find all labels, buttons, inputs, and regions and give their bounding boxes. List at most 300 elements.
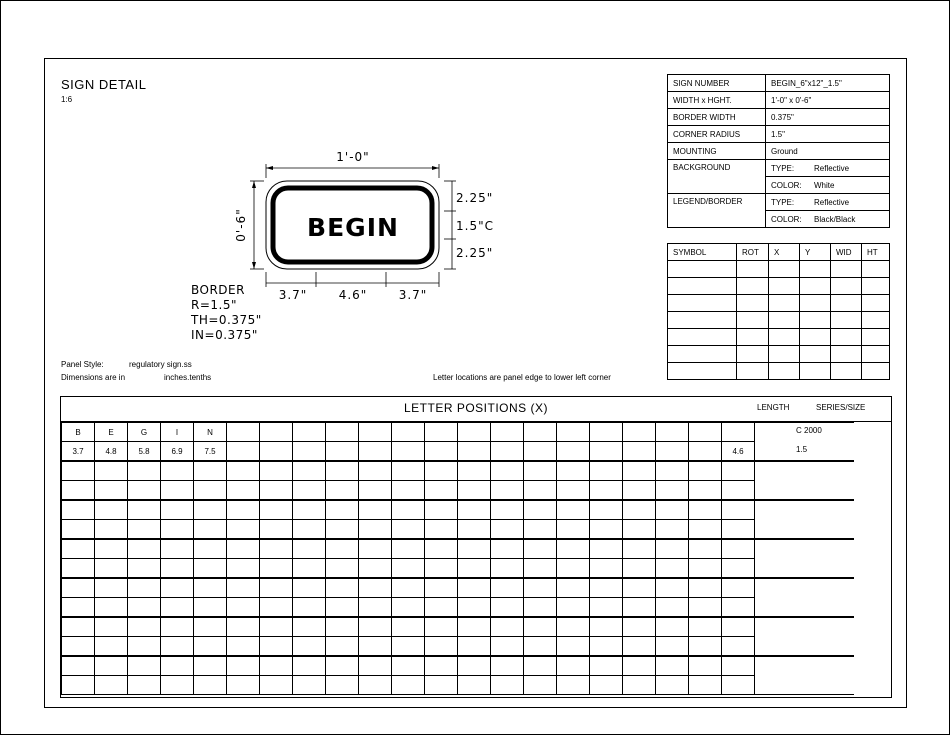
grid-cell (194, 676, 227, 695)
grid-cell (524, 481, 557, 501)
grid-cell (128, 481, 161, 501)
grid-cell (425, 637, 458, 657)
bottom-dim-right: 3.7" (398, 288, 428, 302)
legend-color-value: Black/Black (809, 211, 890, 228)
symbol-row (668, 346, 890, 363)
grid-cell (359, 656, 392, 676)
size-value: 1.5 (796, 445, 808, 454)
grid-cell (161, 539, 194, 559)
grid-cell (359, 617, 392, 637)
grid-cell (755, 676, 855, 695)
sign-info-table (667, 74, 890, 228)
grid-cell (524, 676, 557, 695)
grid-cell (458, 461, 491, 481)
grid-cell (524, 598, 557, 618)
background-color-value: White (809, 177, 890, 194)
grid-cell (392, 578, 425, 598)
grid-cell (194, 559, 227, 579)
grid-cell (227, 559, 260, 579)
grid-cell (590, 520, 623, 540)
right-dim-bottom: 2.25" (456, 246, 494, 260)
symbol-header: SYMBOL (668, 244, 737, 261)
grid-cell (392, 676, 425, 695)
border-width-label: BORDER WIDTH (668, 109, 766, 126)
border-note-radius: R=1.5" (191, 298, 237, 312)
grid-cell (590, 423, 623, 442)
grid-cell (557, 539, 590, 559)
grid-cell (293, 578, 326, 598)
grid-cell (491, 481, 524, 501)
grid-cell (227, 423, 260, 442)
grid-cell (755, 559, 855, 579)
grid-cell (590, 676, 623, 695)
grid-cell (227, 676, 260, 695)
grid-cell (161, 500, 194, 520)
grid-cell (491, 461, 524, 481)
grid-cell (194, 617, 227, 637)
grid-cell (326, 637, 359, 657)
grid-cell (689, 578, 722, 598)
grid-cell (194, 598, 227, 618)
grid-cell (95, 500, 128, 520)
grid-cell (755, 539, 855, 559)
grid-cell (458, 559, 491, 579)
blank-row (62, 520, 855, 540)
series-value: C 2000 (796, 426, 822, 435)
grid-cell (458, 520, 491, 540)
grid-cell (392, 500, 425, 520)
letter-cell: I (161, 423, 194, 442)
grid-cell (491, 520, 524, 540)
grid-cell (557, 559, 590, 579)
grid-cell (623, 559, 656, 579)
grid-cell (161, 578, 194, 598)
width-dim: 1'-0" (336, 150, 370, 164)
length-value-cell: 4.6 (722, 442, 755, 462)
grid-cell (95, 559, 128, 579)
grid-cell (326, 461, 359, 481)
blank-row (62, 461, 855, 481)
grid-cell (260, 442, 293, 462)
grid-cell (458, 423, 491, 442)
wid-header: WID (831, 244, 862, 261)
size-value: 1'-0" x 0'-6" (766, 92, 890, 109)
grid-cell (326, 598, 359, 618)
grid-cell (227, 578, 260, 598)
grid-cell (194, 461, 227, 481)
grid-cell (227, 539, 260, 559)
symbol-row (668, 363, 890, 380)
grid-cell (194, 578, 227, 598)
grid-cell (557, 481, 590, 501)
grid-cell (524, 637, 557, 657)
grid-cell (425, 617, 458, 637)
grid-cell (425, 539, 458, 559)
grid-cell (128, 656, 161, 676)
grid-cell (557, 617, 590, 637)
grid-cell (458, 656, 491, 676)
grid-cell (392, 539, 425, 559)
grid-cell (161, 520, 194, 540)
grid-cell (590, 442, 623, 462)
grid-cell (425, 520, 458, 540)
grid-cell (623, 637, 656, 657)
grid-cell (590, 559, 623, 579)
sign-drawing (230, 140, 494, 350)
grid-cell (755, 461, 855, 481)
grid-cell (722, 559, 755, 579)
grid-cell (95, 617, 128, 637)
grid-cell (722, 617, 755, 637)
position-cell: 4.8 (95, 442, 128, 462)
grid-cell (62, 500, 95, 520)
grid-cell (293, 423, 326, 442)
series-size-label: SERIES/SIZE (816, 403, 866, 412)
symbol-row (668, 329, 890, 346)
grid-cell (128, 598, 161, 618)
grid-cell (656, 656, 689, 676)
letter-cell: E (95, 423, 128, 442)
grid-cell (590, 617, 623, 637)
grid-cell (656, 559, 689, 579)
grid-cell (425, 559, 458, 579)
grid-cell (128, 637, 161, 657)
grid-cell (194, 637, 227, 657)
grid-cell (590, 539, 623, 559)
grid-cell (227, 520, 260, 540)
grid-cell (458, 676, 491, 695)
grid-cell (161, 676, 194, 695)
grid-cell (227, 461, 260, 481)
border-note-thickness: TH=0.375" (191, 313, 262, 327)
sign-number-label: SIGN NUMBER (668, 75, 766, 92)
grid-cell (326, 423, 359, 442)
grid-cell (557, 423, 590, 442)
grid-cell (656, 423, 689, 442)
grid-cell (689, 481, 722, 501)
grid-cell (293, 656, 326, 676)
grid-cell (359, 598, 392, 618)
grid-cell (62, 617, 95, 637)
border-note-inset: IN=0.375" (191, 328, 258, 342)
legend-type-label: TYPE: (766, 194, 810, 211)
grid-cell (656, 461, 689, 481)
grid-cell (656, 598, 689, 618)
grid-cell (293, 637, 326, 657)
letter-cell: G (128, 423, 161, 442)
grid-cell (491, 539, 524, 559)
grid-cell (524, 442, 557, 462)
grid-cell (62, 559, 95, 579)
grid-cell (392, 637, 425, 657)
sign-number-value: BEGIN_6"x12"_1.5" (766, 75, 890, 92)
grid-cell (359, 500, 392, 520)
grid-cell (326, 481, 359, 501)
grid-cell (689, 656, 722, 676)
right-dim-middle: 1.5"C (456, 219, 494, 233)
grid-cell (260, 598, 293, 618)
grid-cell (689, 442, 722, 462)
symbol-row (668, 278, 890, 295)
grid-cell (95, 539, 128, 559)
grid-cell (359, 578, 392, 598)
position-row (62, 442, 855, 462)
letter-location-note: Letter locations are panel edge to lower left corner (433, 373, 611, 382)
grid-cell (359, 559, 392, 579)
grid-cell (722, 461, 755, 481)
grid-cell (722, 423, 755, 442)
grid-cell (425, 578, 458, 598)
grid-cell (458, 481, 491, 501)
grid-cell (359, 637, 392, 657)
grid-cell (326, 656, 359, 676)
grid-cell (755, 637, 855, 657)
grid-cell (128, 461, 161, 481)
grid-cell (227, 617, 260, 637)
grid-cell (623, 656, 656, 676)
grid-cell (458, 500, 491, 520)
right-dim-top: 2.25" (456, 191, 494, 205)
sign-legend: BEGIN (307, 213, 399, 242)
position-cell: 5.8 (128, 442, 161, 462)
letter-row (62, 423, 855, 442)
x-header: X (769, 244, 800, 261)
grid-cell (194, 539, 227, 559)
grid-cell (755, 617, 855, 637)
grid-cell (689, 617, 722, 637)
grid-cell (755, 578, 855, 598)
grid-cell (62, 637, 95, 657)
grid-cell (524, 423, 557, 442)
grid-cell (689, 423, 722, 442)
blank-row (62, 578, 855, 598)
blank-row (62, 656, 855, 676)
grid-cell (590, 500, 623, 520)
detail-scale: 1:6 (61, 95, 73, 104)
grid-cell (128, 500, 161, 520)
grid-cell (491, 617, 524, 637)
letter-positions-panel (60, 396, 892, 698)
grid-cell (293, 481, 326, 501)
corner-radius-value: 1.5" (766, 126, 890, 143)
symbol-row (668, 295, 890, 312)
grid-cell (62, 481, 95, 501)
grid-cell (458, 598, 491, 618)
grid-cell (458, 442, 491, 462)
grid-cell (227, 481, 260, 501)
grid-cell (491, 676, 524, 695)
symbol-row (668, 261, 890, 278)
grid-cell (491, 442, 524, 462)
grid-cell (656, 500, 689, 520)
legend-type-value: Reflective (809, 194, 890, 211)
grid-cell (227, 656, 260, 676)
background-label: BACKGROUND (668, 160, 766, 194)
grid-cell (755, 656, 855, 676)
height-dim: 0'-6" (234, 208, 248, 242)
grid-cell (392, 656, 425, 676)
grid-cell (590, 656, 623, 676)
panel-style-label: Panel Style: (61, 360, 104, 369)
grid-cell (359, 481, 392, 501)
grid-cell (392, 481, 425, 501)
grid-cell (425, 442, 458, 462)
dimensions-value: inches.tenths (164, 373, 212, 382)
grid-cell (722, 676, 755, 695)
grid-cell (326, 442, 359, 462)
grid-cell (524, 578, 557, 598)
grid-cell (62, 539, 95, 559)
grid-cell (590, 578, 623, 598)
grid-cell (623, 423, 656, 442)
border-width-value: 0.375" (766, 109, 890, 126)
grid-cell (62, 520, 95, 540)
grid-cell (656, 637, 689, 657)
grid-cell (161, 637, 194, 657)
grid-cell (755, 481, 855, 501)
grid-cell (425, 481, 458, 501)
y-header: Y (800, 244, 831, 261)
grid-cell (161, 461, 194, 481)
grid-cell (656, 578, 689, 598)
grid-cell (260, 637, 293, 657)
grid-cell (95, 656, 128, 676)
grid-cell (392, 559, 425, 579)
blank-row (62, 559, 855, 579)
grid-cell (623, 442, 656, 462)
grid-cell (689, 637, 722, 657)
grid-cell (425, 676, 458, 695)
letter-positions-title: LETTER POSITIONS (X) (403, 401, 548, 415)
grid-cell (557, 500, 590, 520)
grid-cell (194, 520, 227, 540)
grid-cell (623, 500, 656, 520)
grid-cell (359, 520, 392, 540)
grid-cell (128, 578, 161, 598)
symbol-table-header (668, 244, 890, 261)
grid-cell (128, 520, 161, 540)
grid-cell (722, 481, 755, 501)
grid-cell (689, 598, 722, 618)
bottom-dim-middle: 4.6" (338, 288, 368, 302)
grid-cell (359, 423, 392, 442)
grid-cell (95, 637, 128, 657)
grid-cell (425, 500, 458, 520)
grid-cell (293, 500, 326, 520)
grid-cell (260, 481, 293, 501)
grid-cell (260, 676, 293, 695)
grid-cell (491, 578, 524, 598)
grid-cell (95, 676, 128, 695)
grid-cell (359, 461, 392, 481)
symbol-row (668, 312, 890, 329)
grid-cell (557, 578, 590, 598)
grid-cell (623, 461, 656, 481)
grid-cell (491, 559, 524, 579)
corner-radius-label: CORNER RADIUS (668, 126, 766, 143)
grid-cell (260, 617, 293, 637)
grid-cell (722, 539, 755, 559)
grid-cell (656, 481, 689, 501)
dimensions-label: Dimensions are in (61, 373, 126, 382)
mounting-label: MOUNTING (668, 143, 766, 160)
grid-cell (62, 461, 95, 481)
grid-cell (557, 520, 590, 540)
grid-cell (62, 676, 95, 695)
grid-cell (95, 578, 128, 598)
border-note-title: BORDER (191, 283, 245, 297)
grid-cell (524, 520, 557, 540)
blank-row (62, 481, 855, 501)
grid-cell (128, 676, 161, 695)
position-cell: 3.7 (62, 442, 95, 462)
grid-cell (260, 520, 293, 540)
grid-cell (755, 598, 855, 618)
grid-cell (656, 442, 689, 462)
background-color-label: COLOR: (766, 177, 810, 194)
bottom-dim-left: 3.7" (278, 288, 308, 302)
grid-cell (95, 598, 128, 618)
grid-cell (458, 578, 491, 598)
grid-cell (623, 520, 656, 540)
grid-cell (194, 481, 227, 501)
grid-cell (392, 520, 425, 540)
grid-cell (557, 442, 590, 462)
grid-cell (491, 637, 524, 657)
panel-style-value: regulatory sign.ss (129, 360, 192, 369)
grid-cell (458, 539, 491, 559)
blank-row (62, 617, 855, 637)
grid-cell (95, 481, 128, 501)
grid-cell (689, 559, 722, 579)
length-label: LENGTH (757, 403, 790, 412)
grid-cell (62, 578, 95, 598)
grid-cell (524, 617, 557, 637)
grid-cell (128, 539, 161, 559)
grid-cell (623, 617, 656, 637)
grid-cell (227, 637, 260, 657)
grid-cell (227, 598, 260, 618)
grid-cell (260, 578, 293, 598)
blank-row (62, 637, 855, 657)
grid-cell (392, 423, 425, 442)
symbol-table (667, 243, 890, 380)
grid-cell (359, 539, 392, 559)
grid-cell (260, 539, 293, 559)
grid-cell (326, 539, 359, 559)
background-type-label: TYPE: (766, 160, 810, 177)
grid-cell (623, 676, 656, 695)
grid-cell (590, 637, 623, 657)
grid-cell (689, 461, 722, 481)
grid-cell (260, 461, 293, 481)
grid-cell (557, 656, 590, 676)
grid-cell (161, 656, 194, 676)
grid-cell (161, 481, 194, 501)
blank-row (62, 539, 855, 559)
grid-cell (623, 578, 656, 598)
grid-cell (161, 598, 194, 618)
grid-cell (326, 500, 359, 520)
grid-cell (623, 481, 656, 501)
grid-cell (557, 598, 590, 618)
grid-cell (689, 676, 722, 695)
grid-cell (326, 520, 359, 540)
grid-cell (425, 598, 458, 618)
grid-cell (524, 539, 557, 559)
legend-color-label: COLOR: (766, 211, 810, 228)
grid-cell (524, 656, 557, 676)
